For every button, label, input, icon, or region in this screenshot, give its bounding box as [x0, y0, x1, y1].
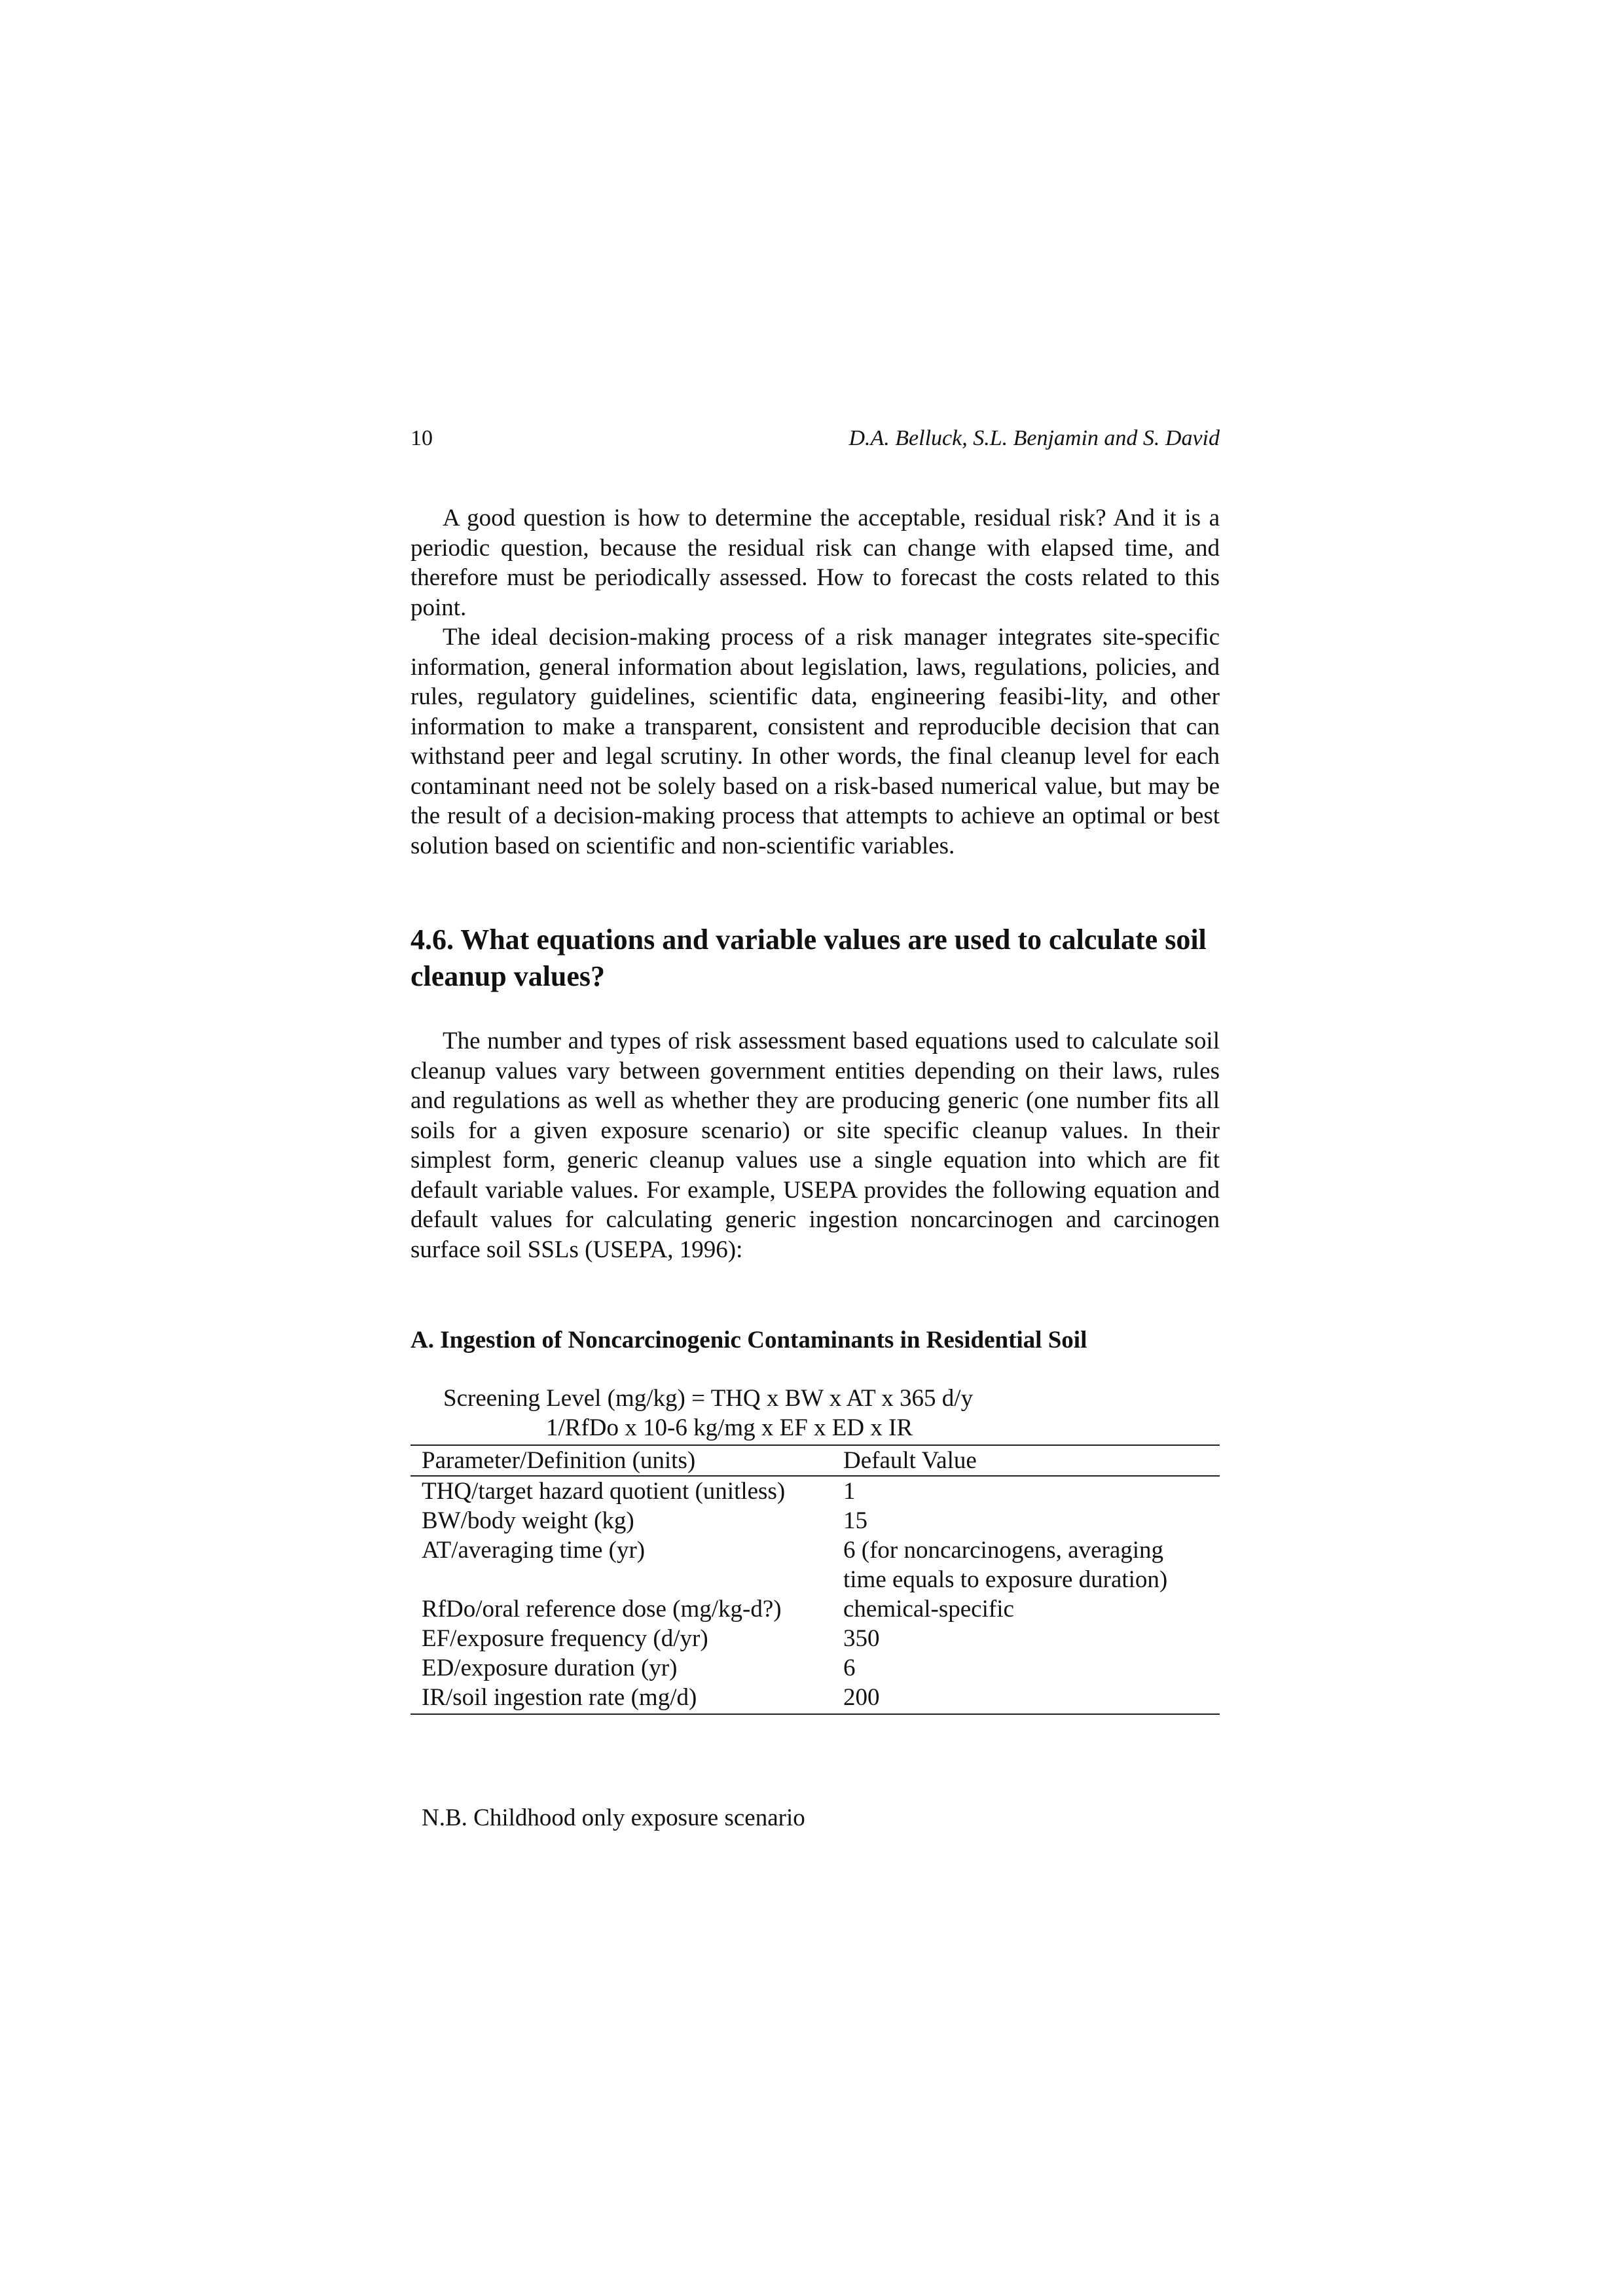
- table-header-value: Default Value: [843, 1445, 1220, 1476]
- table-cell-value: 6: [843, 1655, 856, 1681]
- table-cell-value: chemical-specific: [843, 1596, 1014, 1623]
- table-footnote: N.B. Childhood only exposure scenario: [422, 1804, 805, 1831]
- section-text: [410, 1026, 1220, 1265]
- section-heading: 4.6. What equations and variable values are used to calculate soil cleanup values?: [410, 924, 1207, 992]
- equation-denominator: 1/RfDo x 10-6 kg/mg x EF x ED x IR: [546, 1414, 913, 1441]
- paragraph-2: The ideal decision-making process of a risk manager integrates site-specific information, general information about legislation, laws, regulations, policies, and rules, regulatory guidelines, scientific data, engineering feasibi-lity, and other information to make a transparent, consistent and reproducible decision that can withstand peer and legal scrutiny. In other words, the final cleanup level for each contaminant need not be solely based on a risk-based numerical value, but may be the result of a decision-making process that attempts to achieve an optimal or best solution based on scientific and non-scientific variables.: [410, 624, 1220, 859]
- table-header-row: [410, 1445, 1220, 1476]
- table-row: [410, 1624, 1220, 1653]
- table-cell-value: 200: [843, 1684, 880, 1711]
- paragraph-1: A good question is how to determine the acceptable, residual risk? And it is a periodic question, because the residual risk can change with elapsed time, and therefore must be periodically assessed. How to forecast the costs related to this point.: [410, 505, 1220, 621]
- table-cell-param: EF/exposure frequency (d/yr): [422, 1625, 708, 1652]
- page-number: 10: [410, 426, 433, 450]
- section-heading-block: [410, 922, 1220, 995]
- table-row: [410, 1653, 1220, 1683]
- equation-numerator: Screening Level (mg/kg) = THQ x BW x AT x 365 d/y: [443, 1385, 974, 1412]
- table-row: [410, 1476, 1220, 1506]
- table-cell-param: THQ/target hazard quotient (unitless): [422, 1478, 786, 1505]
- table-cell-param: RfDo/oral reference dose (mg/kg-d?): [422, 1596, 782, 1623]
- table-header-param: Parameter/Definition (units): [410, 1445, 843, 1476]
- subsection-heading: A. Ingestion of Noncarcinogenic Contaminants in Residential Soil: [410, 1327, 1087, 1354]
- table-cell-param: ED/exposure duration (yr): [422, 1655, 678, 1681]
- table-row: [410, 1683, 1220, 1714]
- table-cell-value: 1: [843, 1478, 856, 1505]
- table-row: [410, 1594, 1220, 1624]
- default-values-table: [410, 1444, 1220, 1715]
- table-cell-param: BW/body weight (kg): [422, 1507, 634, 1534]
- table-row: [410, 1506, 1220, 1535]
- table-cell-param: IR/soil ingestion rate (mg/d): [422, 1684, 697, 1711]
- subsection-heading-block: [410, 1325, 1220, 1355]
- table-row: [410, 1535, 1220, 1594]
- intro-text: [410, 503, 1220, 861]
- running-header-authors: D.A. Belluck, S.L. Benjamin and S. David: [848, 426, 1220, 450]
- section-paragraph: The number and types of risk assessment based equations used to calculate soil cleanup values vary between government entities depending on their laws, rules and regulations as well as whether they are producing generic (one number fits all soils for a given exposure scenario) or site specific cleanup values. In their simplest form, generic cleanup values use a single equation into which are fit default variable values. For example, USEPA provides the following equation and default values for calculating generic ingestion noncarcinogen and carcinogen surface soil SSLs (USEPA, 1996):: [410, 1028, 1220, 1263]
- table-cell-param: AT/averaging time (yr): [422, 1537, 646, 1564]
- table-cell-value: 6 (for noncarcinogens, averaging time equals to exposure duration): [843, 1537, 1168, 1593]
- table-cell-value: 15: [843, 1507, 867, 1534]
- table-cell-value: 350: [843, 1625, 880, 1652]
